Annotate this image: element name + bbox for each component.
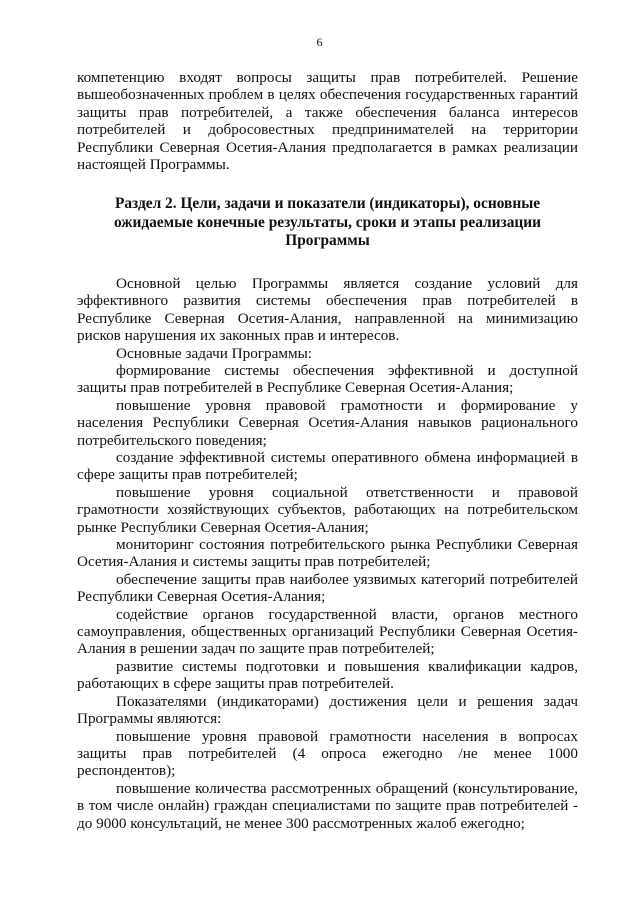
- document-body: [77, 69, 578, 832]
- section-heading: Раздел 2. Цели, задачи и показатели (индикаторы), основные ожидаемые конечные результаты, сроки и этапы реализации Программы: [113, 195, 542, 250]
- paragraph-indicators-intro: Показателями (индикаторами) достижения цели и решения задач Программы являются:: [77, 692, 578, 728]
- paragraph-tasks-intro: Основные задачи Программы:: [116, 344, 312, 362]
- paragraph-task: мониторинг состояния потребительского рынка Республики Северная Осетия-Алания и системы защиты прав потребителей;: [77, 536, 578, 571]
- paragraph-indicator: повышение уровня правовой грамотности населения в вопросах защиты прав потребителей (4 опроса ежегодно /не менее 1000 респондентов);: [77, 727, 578, 780]
- paragraph-task: создание эффективной системы оперативного обмена информацией в сфере защиты прав потребителей;: [77, 449, 578, 484]
- paragraph-task: содействие органов государственной власти, органов местного самоуправления, общественных организаций Республики Северная Осетия-Алания в решении задач по защите прав потребителей;: [77, 605, 578, 658]
- paragraph-goal: Основной целью Программы является создание условий для эффективного развития системы обеспечения прав потребителей в Республике Северная Осетия-Алания, направленной на минимизацию рисков нарушения их законных прав и интересов.: [77, 274, 578, 345]
- paragraph-indicator: повышение количества рассмотренных обращений (консультирование, в том числе онлайн) граждан специалистами по защите прав потребителей - до 9000 консультаций, не менее 300 рассмотренных жалоб ежегодно;: [77, 779, 578, 832]
- paragraph-task: повышение уровня правовой грамотности и формирование у населения Республики Северная Осетия-Алания навыков рационального потребительского поведения;: [77, 396, 578, 449]
- intro-paragraph: компетенцию входят вопросы защиты прав потребителей. Решение вышеобозначенных проблем в целях обеспечения государственных гарантий защиты прав потребителей, а также обеспечения баланса интересов потребителей и добросовестных предпринимателей на территории Республики Северная Осетия-Алания предполагается в рамках реализации настоящей Программы.: [77, 69, 578, 174]
- page-number: 6: [316, 35, 323, 49]
- paragraph-task: повышение уровня социальной ответственности и правовой грамотности хозяйствующих субъектов, работающих на потребительском рынке Республики Северная Осетия-Алания;: [77, 483, 578, 536]
- paragraph-task: обеспечение защиты прав наиболее уязвимых категорий потребителей Республики Северная Осетия-Алания;: [77, 570, 578, 606]
- paragraph-task: формирование системы обеспечения эффективной и доступной защиты прав потребителей в Республике Северная Осетия-Алания;: [77, 361, 578, 397]
- paragraph-task: развитие системы подготовки и повышения квалификации кадров, работающих в сфере защиты прав потребителей.: [77, 657, 578, 693]
